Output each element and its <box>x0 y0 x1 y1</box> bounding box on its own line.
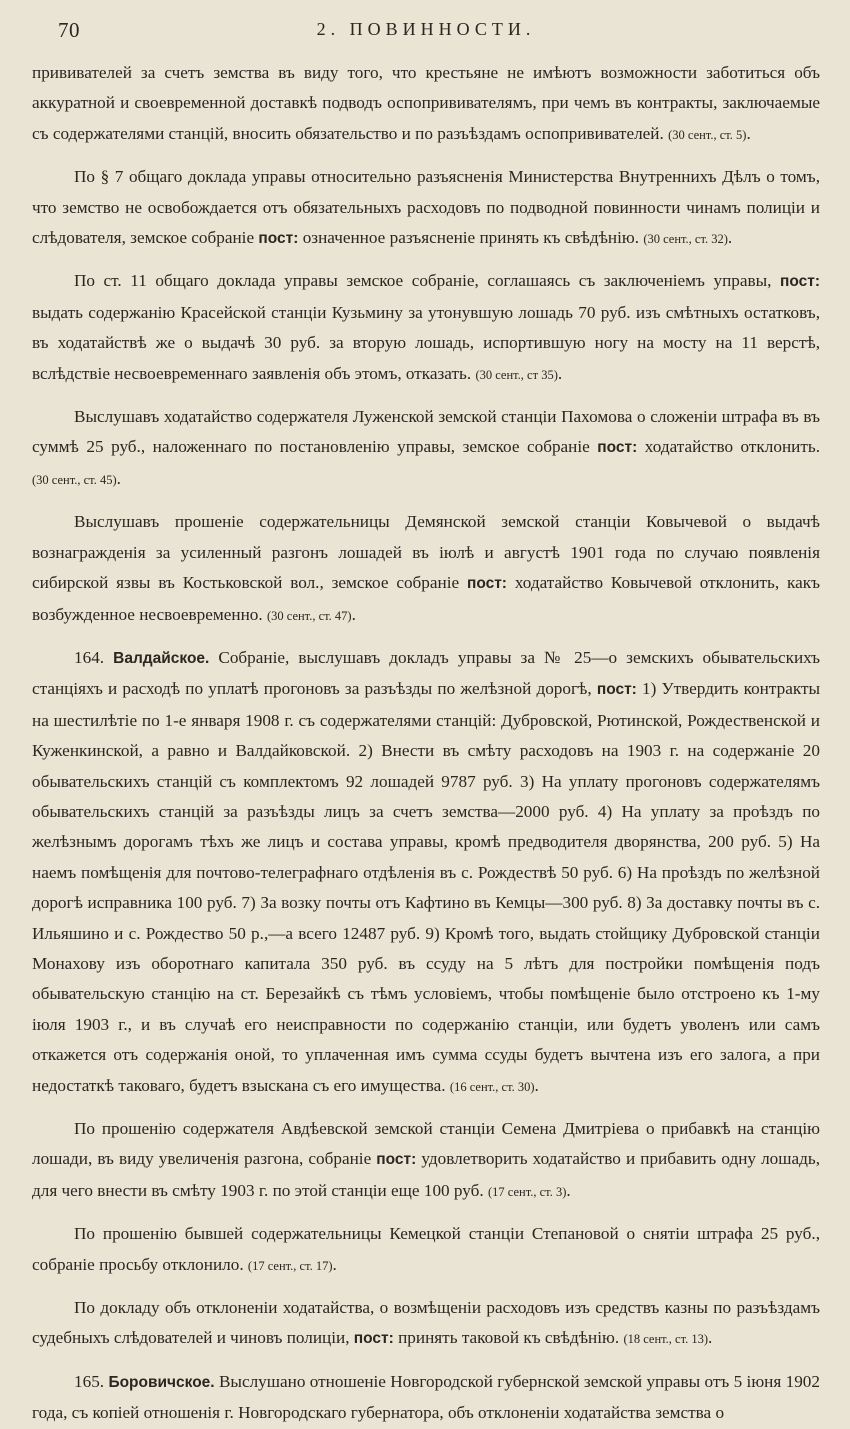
session-reference: (30 сент., ст. 32) <box>643 232 728 247</box>
session-reference: (16 сент., ст. 30) <box>449 1079 535 1094</box>
paragraph <box>32 58 820 150</box>
paragraph-text: 164. <box>74 647 114 667</box>
paragraph-text: По прошенію содержателя Авдѣевской земской станціи Семена Дмитріева о прибавкѣ на станцію лошади, въ виду увеличенія разгона, собраніе <box>32 1119 820 1169</box>
resolution-keyword: пост: <box>597 439 638 457</box>
paragraph-text: 165. <box>74 1371 109 1391</box>
paragraph <box>32 266 820 390</box>
session-reference: (17 сент., ст. 3) <box>488 1184 567 1199</box>
session-reference: (30 сент., ст. 47) <box>266 608 352 623</box>
resolution-keyword: пост: <box>376 1151 417 1169</box>
paragraph <box>32 162 820 254</box>
paragraph-text: . <box>727 228 733 248</box>
paragraph <box>32 1293 820 1355</box>
session-reference: (30 сент., ст. 45) <box>32 472 117 487</box>
paragraph-text: прививателей за счетъ земства въ виду того, что крестьяне не имѣютъ возможности заботиться объ аккуратной и своевременной доставкѣ подводъ оспопрививателямъ, при чемъ въ контракты, заключаемые съ содержателями станцій, вносить обязательство и по разъѣздамъ оспопрививателей. <box>32 63 820 143</box>
paragraph <box>32 402 820 495</box>
paragraph-text: . <box>351 604 356 624</box>
paragraph <box>32 507 820 631</box>
paragraph-text: По прошенію бывшей содержательницы Кемецкой станціи Степановой о снятіи штрафа 25 руб., собраніе просьбу отклонило. <box>32 1224 820 1274</box>
paragraph-text: Выслушавъ прошеніе содержательницы Демянской земской станціи Ковычевой о выдачѣ вознагражденія за усиленный разгонъ лошадей въ іюлѣ и августѣ 1901 года по случаю появленія сибирской язвы въ Костьковской вол., земское собраніе <box>32 512 820 593</box>
page-header <box>32 18 820 58</box>
paragraph-text: По ст. 11 общаго доклада управы земское собраніе, соглашаясь съ заключеніемъ управы, <box>74 271 780 291</box>
paragraph-text: . <box>557 363 563 383</box>
paragraph-text: удовлетворить ходатайство и прибавить одну лошадь, для чего внести въ смѣту 1903 г. по этой станціи еще 100 руб. <box>32 1149 820 1200</box>
paragraph-text: . <box>566 1180 571 1200</box>
paragraph-section-165 <box>32 1367 820 1429</box>
paragraph-text: ходатайство отклонить. <box>637 437 820 457</box>
paragraph-text: Собраніе, выслушавъ докладъ управы за № 25—о земскихъ обывательскихъ станціяхъ и расходѣ по уплатѣ прогоновъ за разъѣзды по желѣзной дорогѣ, <box>32 647 821 699</box>
paragraph <box>32 1114 820 1207</box>
paragraph-text: 1) Утвердить контракты на шестилѣтіе по 1-е января 1908 г. съ содержателями станцій: Дубровской, Рютинской, Рождественской и Куженкинской, а равно и Валдайковской. 2) Внести въ смѣту расходовъ на 1903 г. на содержаніе 20 обывательскихъ станцій съ комплектомъ 92 лошадей 9787 руб. 3) На уплату прогоновъ содержателямъ обывательскихъ станцій за разъѣзды лицъ за счетъ земства—2000 руб. 4) На уплату за проѣздъ по желѣзнымъ дорогамъ тѣхъ же лицъ и состава управы, кромѣ предводителя дворянства, 200 руб. 5) На наемъ помѣщенія для почтово-телеграфнаго отдѣленія въ с. Рождествѣ 50 руб. 6) На проѣздъ по желѣзной дорогѣ исправника 100 руб. 7) За возку почты отъ Кафтино въ Кемцы—300 руб. 8) За доставку почты въ с. Ильяшино и с. Рождество 50 р.,—а всего 12487 руб. 9) Кромѣ того, выдать стойщику Дубровской станціи Монахову изъ оборотнаго капитала 350 руб. въ ссуду на 5 лѣтъ для постройки помѣщенія подъ обывательскую станцію на ст. Березайкѣ съ тѣмъ условіемъ, чтобы помѣщеніе было отстроено къ 1-му іюля 1903 г., и въ случаѣ его неисправности по содержанію станціи, или будетъ уволенъ или самъ откажется отъ содержанія оной, то уплаченная имъ сумма ссуды будетъ вычтена изъ его залога, а при недостаткѣ таковаго, будетъ взыскана съ его имущества. <box>32 679 821 1095</box>
resolution-keyword: Боровичское. <box>108 1373 215 1391</box>
page-body <box>32 58 820 1429</box>
paragraph-text: означенное разъясненіе принять къ свѣдѣнію. <box>298 228 644 248</box>
paragraph-text: . <box>116 468 121 488</box>
session-reference: (17 сент., ст. 17) <box>247 1258 333 1273</box>
resolution-keyword: пост: <box>466 575 507 593</box>
paragraph-text: . <box>534 1075 539 1095</box>
paragraph-text: . <box>746 123 751 143</box>
resolution-keyword: пост: <box>258 230 299 248</box>
resolution-keyword: пост: <box>353 1330 394 1348</box>
paragraph-text: . <box>708 1328 713 1348</box>
paragraph-section-164 <box>32 643 820 1102</box>
session-reference: (30 сент., ст. 5) <box>668 127 747 142</box>
paragraph-text: Выслушавъ ходатайство содержателя Луженской земской станціи Пахомова о сложеніи штрафа въ въ суммѣ 25 руб., наложеннаго по постановленію управы, земское собраніе <box>32 407 820 457</box>
paragraph-text: . <box>332 1254 337 1274</box>
paragraph-text: выдать содержанію Красейской станціи Кузьмину за утонувшую лошадь 70 руб. изъ смѣтныхъ остатковъ, въ ходатайствѣ же о выдачѣ 30 руб. за вторую лошадь, испортившую ногу на мосту на 11 верстѣ, вслѣдствіе несвоевременнаго заявленія объ этомъ, отказать. <box>32 302 820 383</box>
running-head: 2. ПОВИННОСТИ. <box>316 19 536 39</box>
paragraph-text: ходатайство Ковычевой отклонить, какъ возбужденное несвоевременно. <box>32 573 820 624</box>
paragraph-text: По § 7 общаго доклада управы относительно разъясненія Министерства Внутреннихъ Дѣлъ о томъ, что земство не освобождается отъ обязательныхъ расходовъ по подводной повинности чинамъ полиціи и слѣдователя, земское собраніе <box>32 167 820 248</box>
session-reference: (18 сент., ст. 13) <box>623 1332 709 1347</box>
paragraph <box>32 1219 820 1281</box>
paragraph-text: Выслушано отношеніе Новгородской губернской земской управы отъ 5 іюня 1902 года, съ копіей отношенія г. Новгородскаго губернатора, объ отклоненіи ходатайства земства о <box>32 1371 820 1423</box>
resolution-keyword: Валдайское. <box>113 649 210 667</box>
paragraph-text: По докладу объ отклоненіи ходатайства, о возмѣщеніи расходовъ изъ средствъ казны по разъѣздамъ судебныхъ слѣдователей и чиновъ полиціи, <box>32 1298 820 1348</box>
page-number: 70 <box>58 18 80 42</box>
session-reference: (30 сент., ст 35) <box>475 367 558 382</box>
paragraph-text: принять таковой къ свѣдѣнію. <box>393 1328 624 1348</box>
resolution-keyword: пост: <box>780 273 820 291</box>
resolution-keyword: пост: <box>596 681 637 699</box>
